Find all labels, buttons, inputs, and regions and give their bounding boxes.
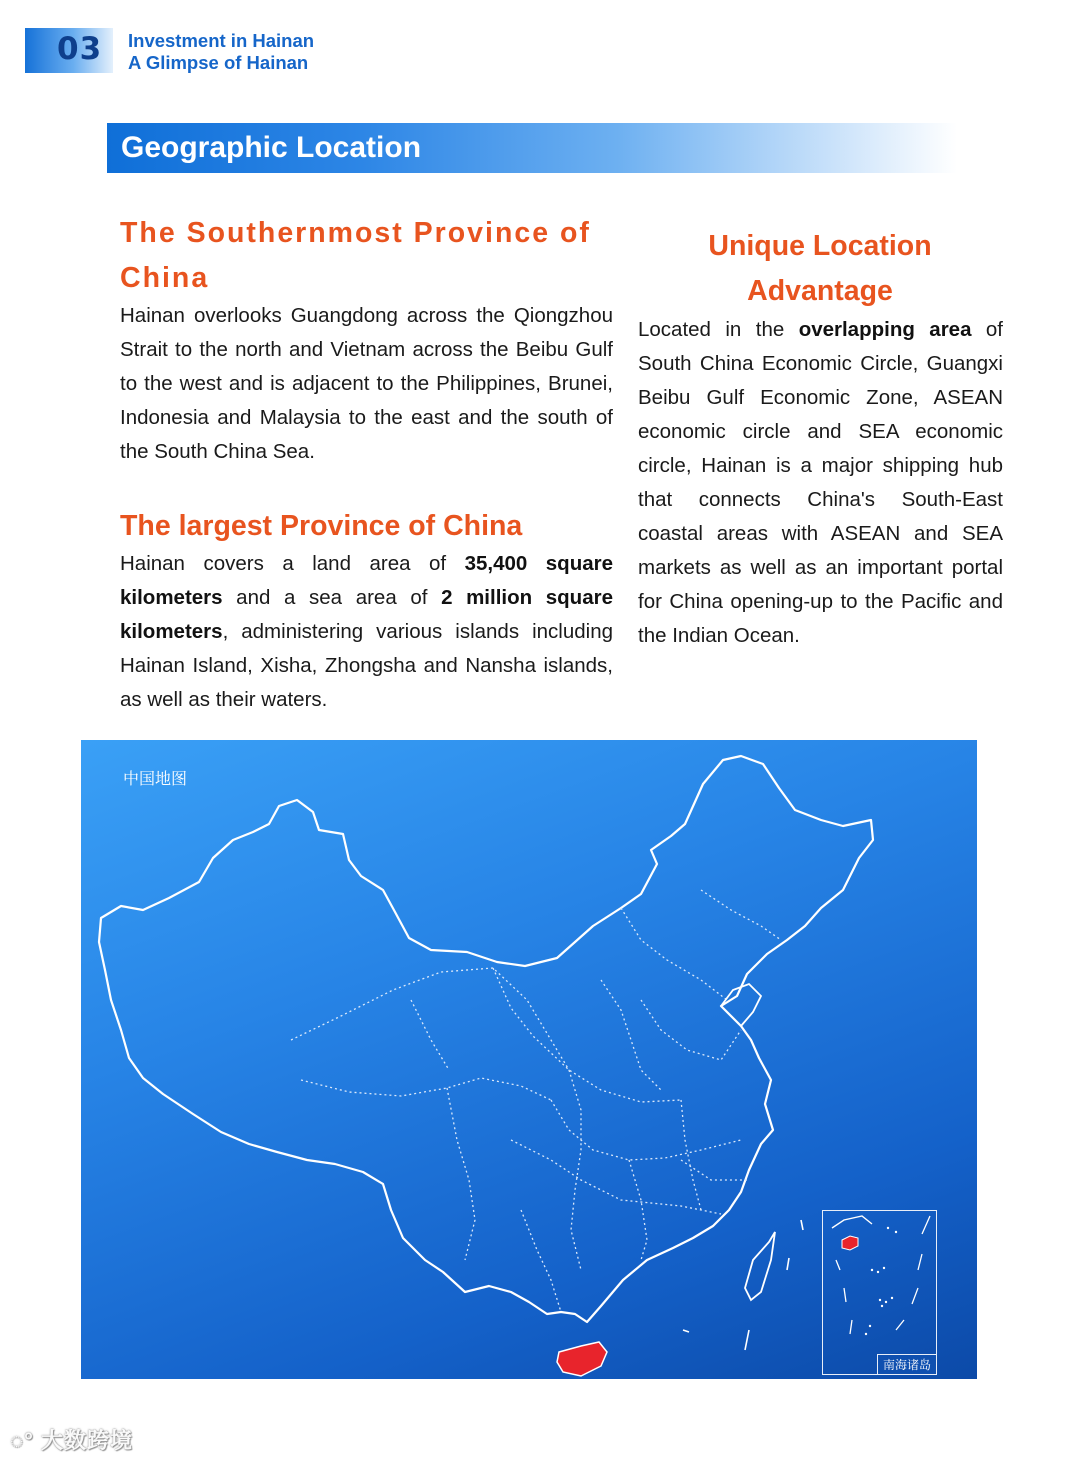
heading-unique-location: Unique Location Advantage [708, 230, 932, 307]
china-outline [99, 756, 873, 1322]
internal-boundary-line [621, 908, 727, 1000]
island-marker [787, 1258, 789, 1270]
text-span: Located in the [638, 318, 799, 341]
section-banner [107, 123, 957, 173]
internal-boundary-line [411, 1000, 449, 1070]
internal-boundary-line [681, 1100, 701, 1210]
paragraph-southernmost: Hainan overlooks Guangdong across the Qiongzhou Strait to the north and Vietnam across the Beibu Gulf to the west and is adjacent to the Philippines, Brunei, Indonesia and Malaysia to the east and the south of the South China Sea. [120, 304, 613, 463]
bohai-coastline [721, 984, 761, 1026]
internal-boundary-line [569, 1070, 581, 1270]
inset-label: 南海诸岛 [877, 1354, 936, 1374]
internal-boundary-line [511, 1140, 721, 1214]
bold-land-area: 35,400 square kilometers [120, 552, 613, 609]
internal-boundary-line [447, 1088, 475, 1260]
hainan-island [557, 1342, 607, 1376]
watermark-logo [10, 1424, 133, 1455]
internal-boundary-line [601, 980, 661, 1090]
text-span: of South China Economic Circle, Guangxi Beibu Gulf Economic Zone, ASEAN economic circle and SEA economic circle, Hainan is a major shipping hub that connects China's South-East coastal areas with ASEAN and SEA markets as well as an important portal for China opening-up to the Pacific and the Indian Ocean. [638, 318, 1004, 647]
heading-southernmost: The Southernmost Province of China [120, 217, 591, 294]
island-marker [745, 1330, 749, 1350]
island-marker [683, 1330, 689, 1332]
text-span: Hainan covers a land area of [120, 552, 465, 575]
text-span: and a sea area of [222, 586, 442, 609]
internal-boundary-line [301, 1078, 551, 1100]
china-map [81, 740, 977, 1379]
paragraph-largest [120, 547, 613, 717]
watermark-text: 大数跨境 [41, 1428, 134, 1453]
internal-boundary-line [551, 1100, 741, 1160]
island-marker [801, 1220, 803, 1230]
bold-sea-area: 2 million square kilometers [120, 586, 613, 643]
taiwan-island [745, 1232, 775, 1300]
bold-overlapping-area: overlapping area [798, 318, 972, 341]
page-number: 03 [57, 31, 103, 67]
internal-boundary-line [641, 1000, 741, 1060]
text-span: , administering various islands including Hainan Island, Xisha, Zhongsha and Nansha islands, as well as their waters. [120, 620, 613, 711]
internal-boundary-line [291, 968, 569, 1070]
map-title: 中国地图 [123, 771, 188, 788]
internal-boundary-line [701, 890, 781, 940]
section-title: Geographic Location [121, 131, 422, 164]
header-subtitle: A Glimpse of Hainan [128, 52, 309, 73]
heading-largest: The largest Province of China [120, 510, 523, 542]
internal-boundary-line [521, 1210, 561, 1312]
watermark-icon: ◌° [10, 1428, 34, 1453]
internal-boundary-line [629, 1160, 647, 1260]
page-number-badge [25, 28, 113, 73]
header-title: Investment in Hainan [128, 30, 315, 51]
paragraph-unique-location [638, 313, 1003, 653]
south-china-sea-inset [822, 1210, 937, 1375]
